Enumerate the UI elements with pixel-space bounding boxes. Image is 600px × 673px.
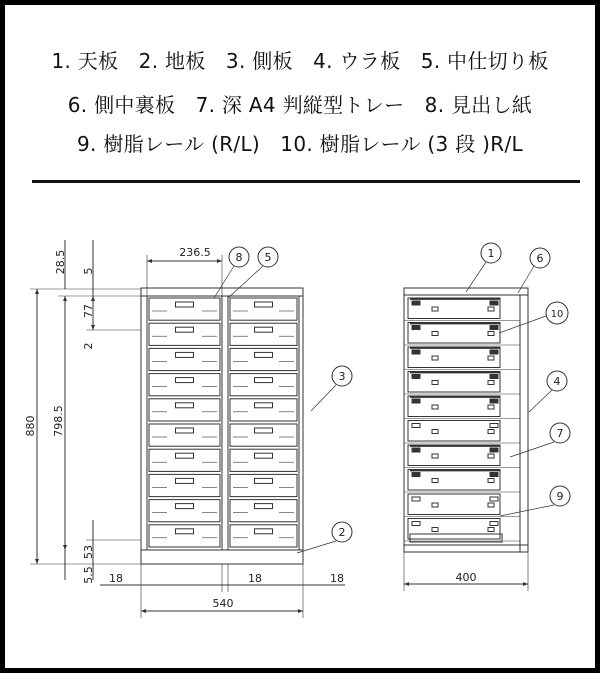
side-rail-back (490, 424, 498, 428)
side-tray-slot (432, 332, 438, 336)
front-tray-label-holder (255, 453, 273, 458)
side-tray-slot (488, 307, 494, 311)
front-left-column (147, 296, 222, 550)
front-tray-label-holder (255, 302, 273, 307)
side-tray (408, 323, 500, 344)
side-tray-slot (488, 503, 494, 507)
side-tray-slot (488, 356, 494, 360)
front-tray (230, 298, 297, 320)
front-tray (149, 449, 220, 471)
side-tray-slot (432, 307, 438, 311)
front-tray (230, 449, 297, 471)
side-rail-back (490, 326, 498, 330)
front-tray-label-holder (176, 504, 194, 509)
dim-tray-pitch: 77 (82, 304, 95, 318)
side-rail-front (412, 448, 420, 452)
side-rail-front (412, 497, 420, 501)
front-right-column (228, 296, 299, 550)
side-tray-slot (488, 528, 494, 532)
side-tray-slot (488, 381, 494, 385)
front-tray-label-holder (176, 453, 194, 458)
dim-top-gap: 28.5 (54, 249, 67, 275)
callout-8-leader (214, 266, 234, 298)
front-tray-label-holder (176, 478, 194, 483)
side-tray-slot (432, 503, 438, 507)
callout-3-leader (311, 385, 336, 411)
callout-8: 8 (235, 251, 243, 264)
side-rail-back (490, 497, 498, 501)
front-tray-label-holder (176, 403, 194, 408)
front-tray (230, 348, 297, 370)
side-tray-slot (432, 528, 438, 532)
callout-9-leader (500, 505, 554, 516)
legend-line-3: 9. 樹脂レール (R/L) 10. 樹脂レール (3 段 )R/L (77, 132, 523, 156)
dim-divider: 18 (248, 572, 262, 585)
front-tray-label-holder (255, 428, 273, 433)
dim-base-height: 53 (82, 545, 95, 559)
callout-2: 2 (338, 526, 346, 539)
callout-7-leader (510, 442, 554, 457)
legend-line-1: 1. 天板 2. 地板 3. 側板 4. ウラ板 5. 中仕切り板 (51, 49, 549, 73)
callout-9: 9 (556, 490, 564, 503)
front-tray (149, 399, 220, 421)
side-tray-slot (432, 405, 438, 409)
side-rail-back (490, 350, 498, 354)
dim-height-total: 880 (24, 415, 37, 437)
side-tray (408, 494, 500, 515)
dim-col-width: 236.5 (179, 246, 211, 259)
drawing-canvas (5, 5, 595, 668)
callout-5: 5 (264, 251, 272, 264)
callout-5-leader (228, 266, 263, 298)
front-tray (230, 323, 297, 345)
side-rail-back (490, 448, 498, 452)
front-tray-label-holder (255, 403, 273, 408)
side-tray-slot (432, 454, 438, 458)
front-tray-label-holder (255, 378, 273, 383)
front-tray (149, 424, 220, 446)
front-tray-label-holder (255, 327, 273, 332)
front-tray-label-holder (176, 529, 194, 534)
front-tray-label-holder (176, 428, 194, 433)
front-tray (230, 474, 297, 496)
side-rail-front (412, 473, 420, 477)
side-tray (408, 470, 500, 491)
callout-3: 3 (338, 370, 346, 383)
side-rail-front (412, 326, 420, 330)
side-tray-slot (432, 381, 438, 385)
side-rail-front (412, 399, 420, 403)
dim-side-right: 18 (330, 572, 344, 585)
side-tray-slot (488, 332, 494, 336)
side-rail-front (412, 424, 420, 428)
dim-top-plate: 5 (82, 267, 95, 275)
callout-10-leader (499, 316, 546, 333)
front-trays (149, 298, 297, 547)
side-rail-front (412, 375, 420, 379)
side-tray (408, 421, 500, 442)
front-tray (149, 474, 220, 496)
dim-side-left: 18 (109, 572, 123, 585)
side-tray-slot (432, 479, 438, 483)
callout-7: 7 (556, 427, 564, 440)
side-tray-slot (432, 430, 438, 434)
front-tray-label-holder (176, 352, 194, 357)
dim-depth-total: 400 (455, 571, 477, 584)
front-view (30, 240, 352, 618)
front-tray (149, 348, 220, 370)
side-tray-slot (488, 405, 494, 409)
side-rail-back (490, 301, 498, 305)
side-tray-slot (488, 479, 494, 483)
side-tray (408, 347, 500, 368)
side-tray (408, 519, 500, 540)
side-tray-slot (432, 356, 438, 360)
dim-inner-height: 798.5 (52, 405, 65, 437)
side-view (404, 243, 570, 591)
front-tray-label-holder (176, 302, 194, 307)
side-rail-back (490, 473, 498, 477)
front-tray (230, 399, 297, 421)
front-tray (149, 323, 220, 345)
front-tray (149, 298, 220, 320)
front-tray (230, 374, 297, 396)
callout-4: 4 (553, 375, 561, 388)
callout-10: 10 (550, 309, 564, 320)
side-tray (408, 445, 500, 466)
front-tray (149, 374, 220, 396)
side-rail-front (412, 350, 420, 354)
callout-6-leader (518, 266, 534, 293)
side-rail-front (412, 522, 420, 526)
front-tray-label-holder (255, 504, 273, 509)
dim-bottom-plate: 5.5 (82, 566, 95, 584)
front-tray-label-holder (255, 478, 273, 483)
side-rail-back (490, 375, 498, 379)
front-tray (149, 500, 220, 522)
side-rail-front (412, 301, 420, 305)
side-tray (408, 298, 500, 319)
side-trays (404, 298, 520, 542)
side-rail-back (490, 522, 498, 526)
front-tray (230, 424, 297, 446)
front-tray-label-holder (176, 378, 194, 383)
side-tray (408, 372, 500, 393)
side-rail-back (490, 399, 498, 403)
side-tray (408, 396, 500, 417)
callout-1: 1 (487, 247, 495, 260)
front-tray (230, 525, 297, 547)
legend-line-2: 6. 側中裏板 7. 深 A4 判縦型トレー 8. 見出し紙 (67, 93, 533, 117)
front-tray-label-holder (255, 529, 273, 534)
front-tray (230, 500, 297, 522)
callout-6: 6 (536, 252, 544, 265)
side-tray-slot (488, 430, 494, 434)
callout-4-leader (529, 390, 552, 412)
dim-tray-gap: 2 (82, 342, 95, 350)
side-tray-slot (488, 454, 494, 458)
front-tray-label-holder (176, 327, 194, 332)
dim-width-total: 540 (212, 597, 234, 610)
front-tray (149, 525, 220, 547)
front-tray-label-holder (255, 352, 273, 357)
